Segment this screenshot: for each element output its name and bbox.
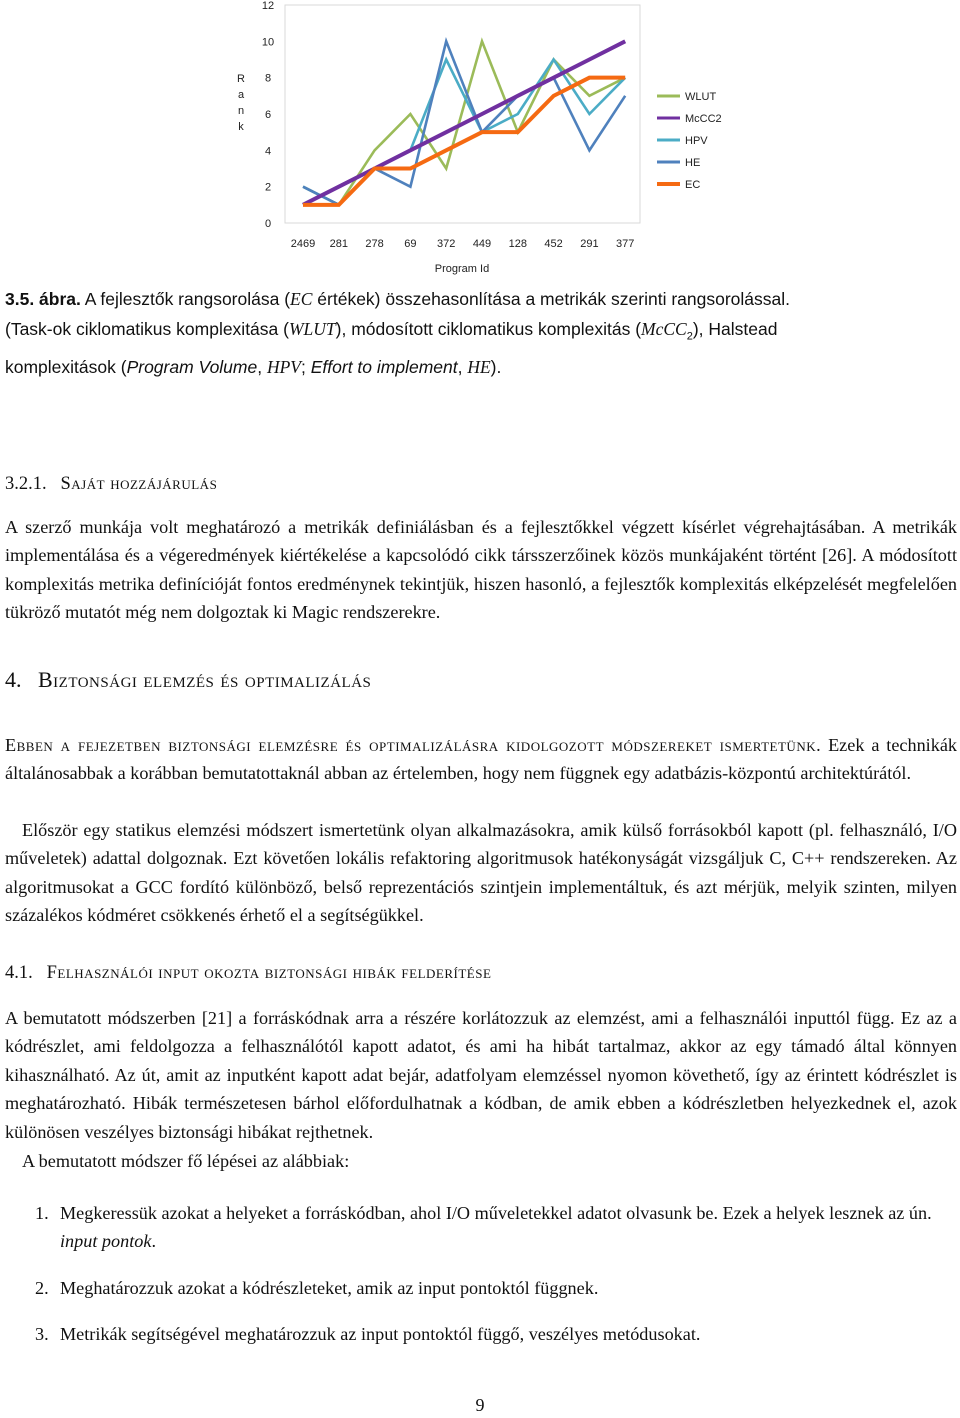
y-tick-label: 8 — [264, 72, 272, 85]
rank-comparison-chart — [0, 0, 960, 285]
legend-label: HE — [685, 157, 701, 169]
y-tick-label: 6 — [264, 109, 272, 121]
x-tick-label: 2469 — [290, 238, 316, 250]
list-item: 1. Megkeressük azokat a helyeket a forráskódban, ahol I/O műveletekkel adatot olvasunk be. Ezek a helyek lesznek az ún. input pontok. — [35, 1203, 932, 1252]
legend-label: McCC2 — [685, 113, 722, 125]
x-tick-label: 281 — [329, 238, 348, 250]
x-tick-label: 449 — [472, 238, 492, 250]
chapter-heading-4: 4. Biztonsági elemzés és optimalizálás — [5, 667, 372, 692]
y-tick-label: 0 — [264, 218, 272, 230]
x-tick-label: 128 — [508, 238, 527, 250]
chapter-4-intro: Ebben a fejezetben biztonsági elemzésre és optimalizálásra kidolgozott módszereket ismertetünk. Ezek a technikák általánosabbak a korábban bemutatottaknál abban az értelemben, hogy nem függnek egy adatbázis-központú architektúrától. — [5, 735, 957, 784]
legend-label: EC — [685, 179, 701, 191]
figure-caption — [5, 284, 955, 382]
legend-label: WLUT — [685, 91, 717, 103]
section-heading-321: 3.2.1. Saját hozzájárulás — [5, 474, 218, 494]
x-tick-label: 372 — [437, 238, 456, 250]
x-tick-label: 291 — [580, 238, 599, 250]
y-axis-label: n — [237, 105, 245, 117]
y-tick-label: 4 — [264, 145, 272, 158]
caption-line-2: (Task-ok ciklomatikus komplexitása (WLUT), módosított ciklomatikus komplexitás (McCC$_2$), Halstead — [5, 319, 778, 343]
y-tick-label: 12 — [261, 0, 275, 12]
caption-label: 3.5. ábra. — [5, 289, 81, 309]
y-axis-label: a — [237, 89, 245, 101]
caption-line-3: komplexitások (Program Volume, HPV; Effort to implement, HE). — [5, 356, 502, 377]
section-41-text: A bemutatott módszerben [21] a forráskódnak arra a részére korlátozzuk az elemzést, ami a felhasználói inputtól függ. Ez az a kódrészlet, ami feldolgozza a felhasználótól kapott adatot, és ami ha hibát tartalmaz, akkor az egy támadó által könnyen kihasználható. Az út, amit az inputként kapott adat bejár, adatfolyam elemzéssel nyomon követhető, így az érintett kódrészlet is meghatározható. Hibák természetesen bárhol előfordulhatnak a kódban, de amik ebben a kódrészletben helyezkednek el, azok különösen veszélyes biztonsági hibákat rejthetnek. — [5, 1008, 957, 1142]
caption-line-1: 3.5. ábra. A fejlesztők rangsorolása (EC értékek) összehasonlítása a metrikák szerinti rangsorolással. — [5, 289, 790, 309]
section-41-steps-intro: A bemutatott módszer fő lépései az alábbiak: — [22, 1151, 350, 1171]
x-tick-label: 452 — [544, 238, 563, 250]
y-tick-label: 10 — [261, 36, 275, 49]
x-tick-label: 278 — [365, 238, 384, 250]
y-axis-label: R — [237, 73, 245, 85]
x-axis-label: Program Id — [434, 263, 490, 275]
chapter-4-text: Először egy statikus elemzési módszert ismertetünk olyan alkalmazásokra, amik külső forrásokból kapott (pl. felhasználó, I/O műveletek) adattal dolgoznak. Ezt követően lokális refaktoring algoritmusok hatékonyságát vizsgáljuk C, C++ rendszereken. Az algoritmusokat a GCC fordító különböző, belső reprezentációs szintjein implementáltuk, és azt mérjük, melyik szinten, milyen százalékos kódméret csökkenés érhető el a segítségükkel. — [5, 820, 957, 926]
x-tick-label: 69 — [404, 238, 417, 250]
page-number: 9 — [475, 1395, 485, 1415]
y-tick-label: 2 — [264, 181, 272, 194]
list-item: 3. Metrikák segítségével meghatározzuk az input pontoktól függő, veszélyes metódusokat. — [35, 1324, 701, 1344]
y-axis-label: k — [238, 121, 244, 133]
x-tick-label: 377 — [616, 238, 635, 250]
list-item: 2. Meghatározzuk azokat a kódrészleteket, amik az input pontoktól függnek. — [35, 1278, 599, 1298]
section-321-text: A szerző munkája volt meghatározó a metrikák definiálásban és a fejlesztőkkel végzett kísérlet végrehajtásában. A metrikák implementálása és a végeredmények kiértékelése a kapcsolódó cikk társszerzőinek közös munkájaként történt [26]. A módosított komplexitás metrika definícióját fontos eredménynek tekintjük, hiszen hasonló, a fejlesztők komplexitás elképzelését megfelelően tükröző mutatót még nem dolgoztak ki Magic rendszerekre. — [5, 517, 957, 623]
section-heading-41: 4.1. Felhasználói input okozta biztonsági hibák felderítése — [5, 963, 492, 983]
legend-label: HPV — [685, 135, 708, 147]
